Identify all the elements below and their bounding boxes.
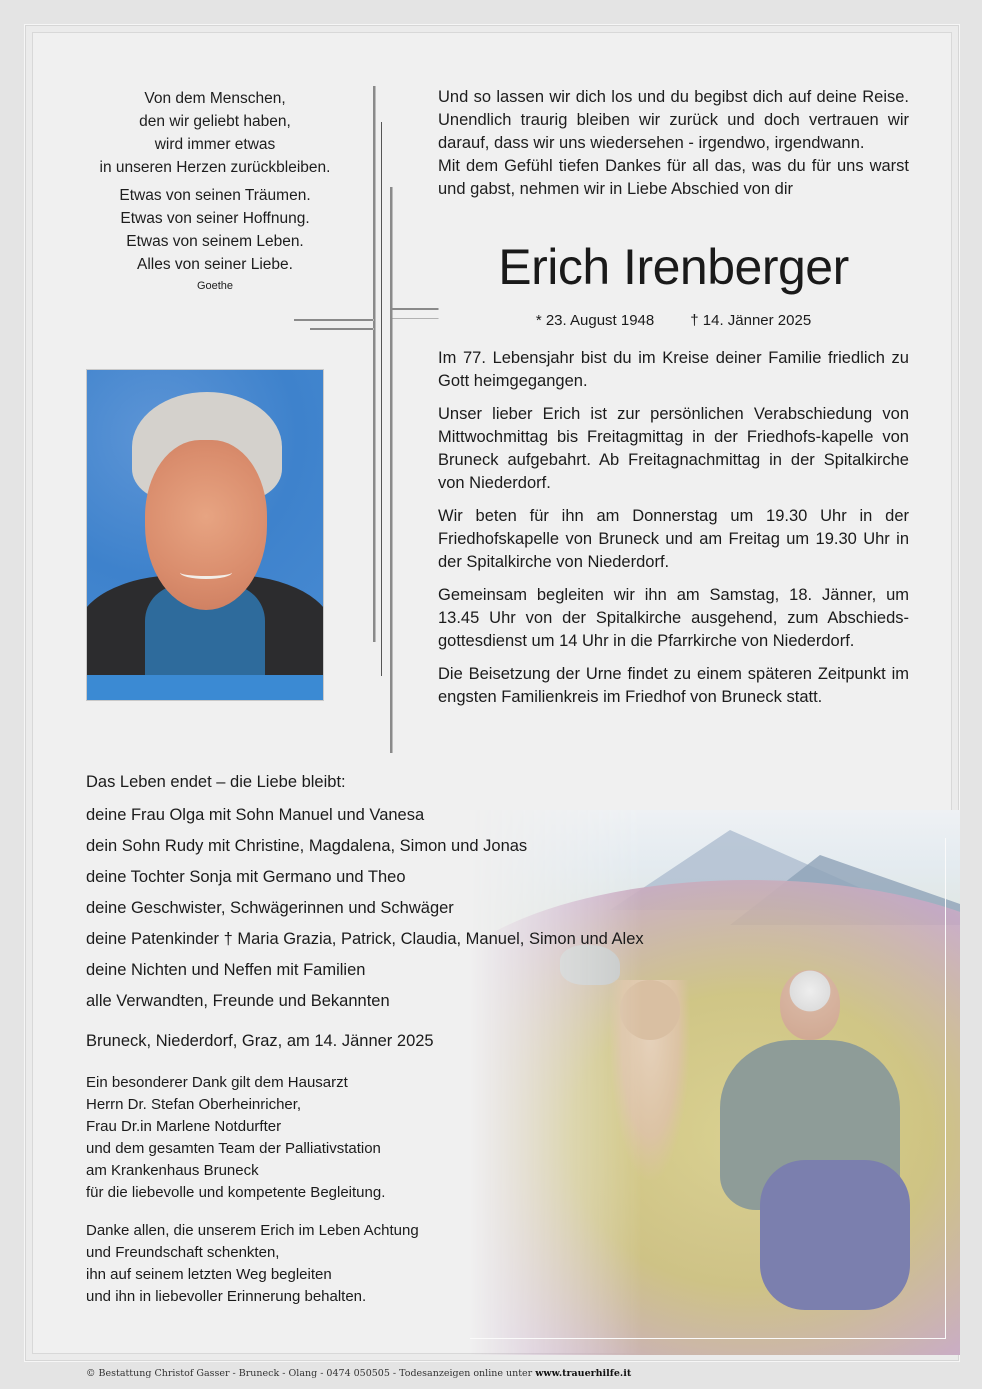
poem-line: den wir geliebt haben,: [139, 113, 291, 130]
thanks-doctors: [86, 1072, 385, 1204]
thanks-line: Ein besonderer Dank gilt dem Hausarzt: [86, 1074, 348, 1091]
jacket-stripe: [87, 675, 323, 700]
thanks-line: Herrn Dr. Stefan Oberheinricher,: [86, 1096, 302, 1113]
cross-line: [392, 308, 438, 310]
cross-line: [294, 319, 373, 321]
cross-line: [310, 328, 373, 330]
funeral-details: [438, 347, 909, 719]
footer-link[interactable]: www.trauerhilfe.it: [535, 1368, 632, 1379]
birth-date: * 23. August 1948: [535, 312, 655, 329]
mourners-heading: Das Leben endet – die Liebe bleibt:: [86, 773, 346, 791]
details-paragraph: Die Beisetzung der Urne findet zu einem späteren Zeitpunkt im engsten Familienkreis im Friedhof von Bruneck statt.: [438, 665, 909, 706]
mourner-item: deine Tochter Sonja mit Germano und Theo: [86, 868, 406, 886]
photo-frame-line: [945, 838, 946, 1338]
mourner-item: deine Frau Olga mit Sohn Manuel und Vanesa: [86, 806, 425, 824]
thanks-line: und ihn in liebevoller Erinnerung behalten.: [86, 1288, 367, 1305]
thanks-line: Frau Dr.in Marlene Notdurfter: [86, 1118, 282, 1135]
mourner-item: dein Sohn Rudy mit Christine, Magdalena, Simon und Jonas: [86, 837, 528, 855]
smile: [180, 566, 232, 579]
thanks-line: ihn auf seinem letzten Weg begleiten: [86, 1266, 332, 1283]
footer-text: © Bestattung Christof Gasser - Bruneck - Olang - 0474 050505 - Todesanzeigen online unter: [86, 1368, 536, 1379]
poem-line: Etwas von seinem Leben.: [126, 233, 304, 250]
thanks-line: und Freundschaft schenkten,: [86, 1244, 280, 1261]
cross-line: [373, 86, 375, 642]
poem-line: Von dem Menschen,: [144, 90, 286, 107]
cross-line: [392, 318, 438, 319]
poem: [70, 87, 360, 294]
man-head: [780, 970, 840, 1040]
intro-paragraph: Mit dem Gefühl tiefen Dankes für all das, was du für uns warst und gabst, nehmen wir in Liebe Abschied von dir: [438, 157, 909, 198]
details-paragraph: Wir beten für ihn am Donnerstag um 19.30 Uhr in der Friedhofskapelle von Bruneck und am Freitag um 19.30 Uhr in der Spitalkirche von Niederdorf.: [438, 507, 909, 571]
thanks-line: am Krankenhaus Bruneck: [86, 1162, 259, 1179]
details-paragraph: Unser lieber Erich ist zur persönlichen Verabschiedung von Mittwochmittag bis Freitagmittag in der Friedhofs-kapelle von Bruneck aufgebahrt. Ab Freitagnachmittag in der Spitalkirche von Niederdorf.: [438, 405, 909, 492]
life-dates: [438, 311, 909, 331]
poem-stanza-1: [70, 87, 360, 179]
mourners-list: [86, 770, 644, 1017]
intro-text: [438, 86, 909, 201]
thanks-all: [86, 1220, 419, 1308]
portrait-photo: [86, 369, 324, 701]
poem-line: Etwas von seiner Hoffnung.: [120, 210, 310, 227]
man-legs: [760, 1160, 910, 1310]
poem-line: Alles von seiner Liebe.: [137, 256, 293, 273]
poem-line: in unseren Herzen zurückbleiben.: [99, 159, 331, 176]
poem-stanza-2: [70, 184, 360, 276]
mourner-item: deine Geschwister, Schwägerinnen und Schwäger: [86, 899, 454, 917]
thanks-line: Danke allen, die unserem Erich im Leben Achtung: [86, 1222, 419, 1239]
poem-line: Etwas von seinen Träumen.: [119, 187, 311, 204]
details-paragraph: Im 77. Lebensjahr bist du im Kreise deiner Familie friedlich zu Gott heimgegangen.: [438, 349, 909, 390]
face: [145, 440, 267, 610]
cross-line: [381, 122, 382, 676]
poem-line: wird immer etwas: [154, 136, 276, 153]
footer: [86, 1368, 631, 1379]
poem-author: Goethe: [196, 280, 234, 292]
mourner-item: alle Verwandten, Freunde und Bekannten: [86, 992, 390, 1010]
deceased-name: Erich Irenberger: [498, 239, 849, 295]
cross-line: [390, 187, 392, 753]
mourner-item: deine Nichten und Neffen mit Familien: [86, 961, 366, 979]
thanks-line: für die liebevolle und kompetente Begleitung.: [86, 1184, 386, 1201]
thanks-line: und dem gesamten Team der Palliativstation: [86, 1140, 381, 1157]
place-date: Bruneck, Niederdorf, Graz, am 14. Jänner 2025: [86, 1032, 434, 1050]
photo-frame-line: [470, 1338, 946, 1339]
details-paragraph: Gemeinsam begleiten wir ihn am Samstag, 18. Jänner, um 13.45 Uhr von der Spitalkirche ausgehend, zum Abschieds-gottesdienst um 14 Uhr in die Pfarrkirche von Niederdorf.: [438, 586, 909, 650]
mourner-item: deine Patenkinder † Maria Grazia, Patrick, Claudia, Manuel, Simon und Alex: [86, 930, 644, 948]
death-date: † 14. Jänner 2025: [690, 312, 812, 329]
intro-paragraph: Und so lassen wir dich los und du begibst dich auf deine Reise. Unendlich traurig bleiben wir zurück und doch vertrauen wir darauf, dass wir uns wiedersehen - irgendwo, irgendwann.: [438, 88, 909, 152]
